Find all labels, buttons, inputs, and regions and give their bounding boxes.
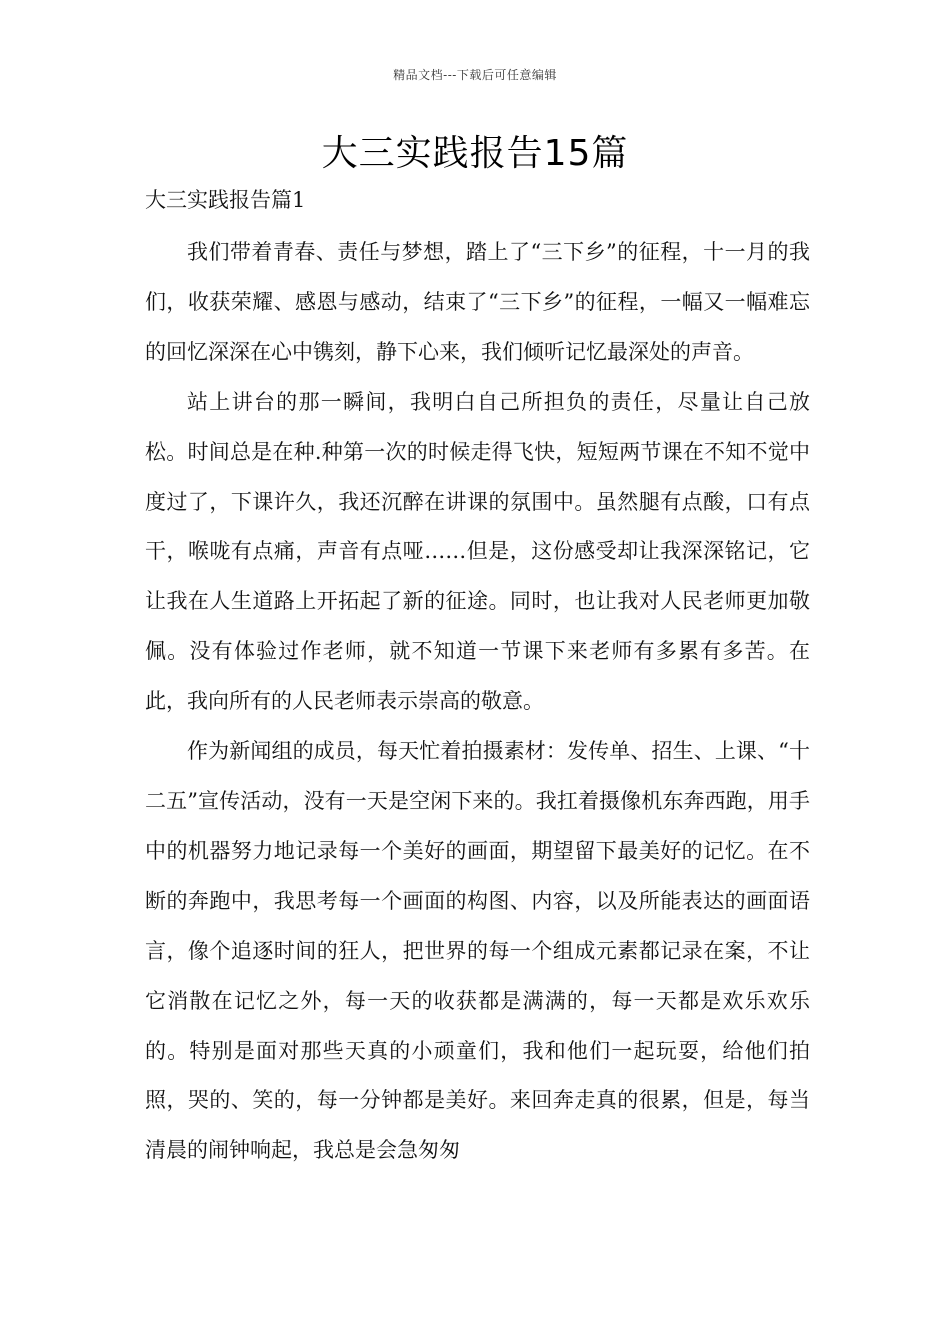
header-note: 精品文档---下载后可任意编辑	[393, 68, 557, 82]
section-heading: 大三实践报告篇1	[145, 188, 306, 212]
document-body	[145, 228, 810, 1176]
paragraph-3: 作为新闻组的成员，每天忙着拍摄素材：发传单、招生、上课、“十二五”宣传活动，没有一天是空闲下来的。我扛着摄像机东奔西跑，用手中的机器努力地记录每一个美好的画面，期望留下最美好的记忆。在不断的奔跑中，我思考每一个画面的构图、内容，以及所能表达的画面语言，像个追逐时间的狂人，把世界的每一个组成元素都记录在案，不让它消散在记忆之外，每一天的收获都是满满的，每一天都是欢乐欢乐的。特别是面对那些天真的小顽童们，我和他们一起玩耍，给他们拍照，哭的、笑的，每一分钟都是美好。来回奔走真的很累，但是，每当清晨的闹钟响起，我总是会急匆匆	[145, 739, 810, 1163]
paragraph-2: 站上讲台的那一瞬间，我明白自己所担负的责任，尽量让自己放松。时间总是在种.种第一次的时候走得飞快，短短两节课在不知不觉中度过了，下课许久，我还沉醉在讲课的氛围中。虽然腿有点酸，口有点干，喉咙有点痛，声音有点哑……但是，这份感受却让我深深铭记，它让我在人生道路上开拓起了新的征途。同时，也让我对人民老师更加敬佩。没有体验过作老师，就不知道一节课下来老师有多累有多苦。在此，我向所有的人民老师表示崇高的敬意。	[145, 389, 810, 714]
document-title: 大三实践报告15篇	[321, 133, 629, 174]
paragraph-1: 我们带着青春、责任与梦想，踏上了“三下乡”的征程，十一月的我们，收获荣耀、感恩与感动，结束了“三下乡”的征程，一幅又一幅难忘的回忆深深在心中镌刻，静下心来，我们倾听记忆最深处的声音。	[145, 240, 810, 364]
